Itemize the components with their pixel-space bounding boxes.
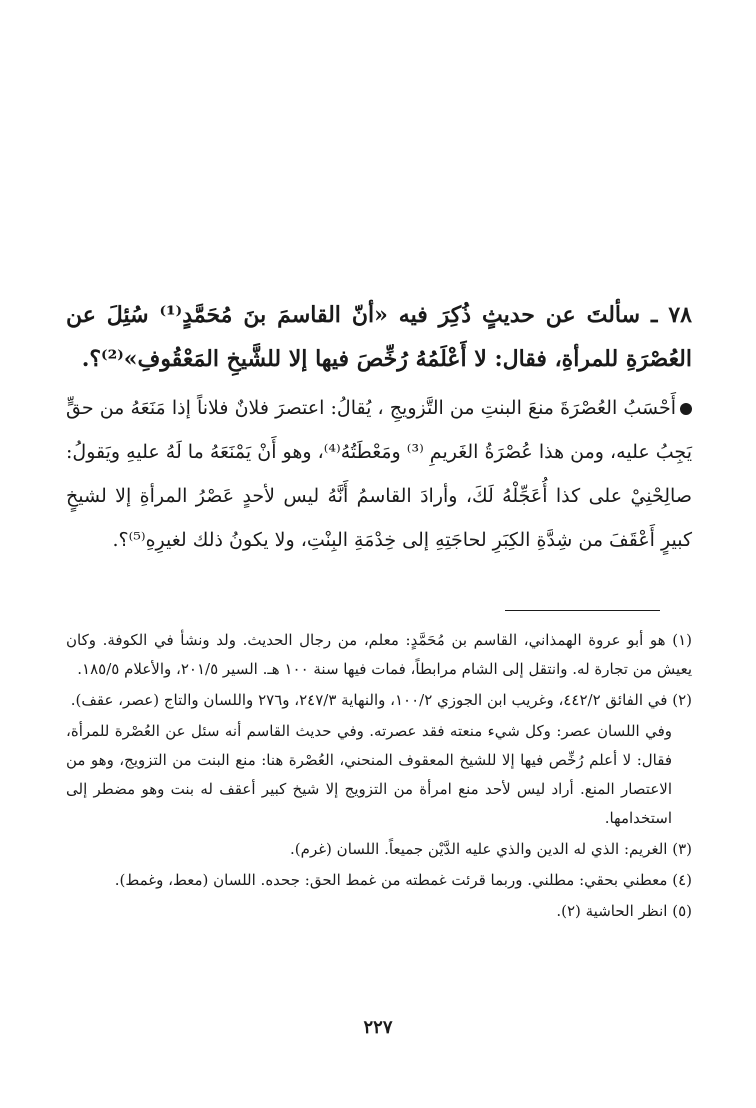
answer-paragraph bbox=[66, 386, 692, 562]
question-paragraph bbox=[66, 293, 692, 381]
bullet-icon bbox=[680, 403, 692, 415]
footnote-3: (٣) الغريم: الذي له الدين والذي عليه الدَّيْن جميعاً. اللسان (غرم). bbox=[290, 840, 692, 858]
footnote-separator bbox=[505, 610, 660, 611]
answer-text: أَحْسَبُ العُصْرَةَ منعَ البنتِ من التَّزويجِ ، يُقالُ: اعتصرَ فلانٌ فلاناً إذا مَنَعَهُ من حقٍّ يَجِبُ عليه، ومن هذا عُصْرَةُ الغَريمِ ⁽³⁾ ومَعْطَتُهُ⁽⁴⁾، وهو أَنْ يَمْنَعَهُ ما لَهُ عليهِ ويَقولُ: صالِحْنِيْ على كذا أُعَجِّلْهُ لَكَ، وأرادَ القاسمُ أَنَّهُ ليس لأحدٍ عَصْرُ المرأةِ إلا لشيخٍ كبيرٍ أَعْقَفَ من شِدَّةِ الكِبَرِ لحاجَتِهِ إلى خِدْمَةِ البِنْتِ، ولا يكونُ ذلك لغيرِهِ⁽⁵⁾؟. bbox=[66, 397, 692, 551]
footnote-4: (٤) معطني بحقي: مطلني. وربما قرئت غمطته من غمط الحق: جحده. اللسان (معط، وغمط). bbox=[114, 871, 692, 889]
footnote-2-continuation: وفي اللسان عصر: وكل شيء منعته فقد عصرته. وفي حديث القاسم أنه سئل عن العُصْرة للمرأة، فقال: لا أعلم رُخِّص فيها إلا للشيخ المعقوف المنحني، العُصْرة هنا: منع البنت من التزويج، وهو من الاعتصار المنع. أراد ليس لأحد منع امرأة من التزويج إلا شيخ كبير أعقف له بنت وهو مضطر إلى استخدامها. bbox=[66, 722, 672, 827]
footnotes bbox=[66, 626, 692, 928]
footnote-5: (٥) انظر الحاشية (٢). bbox=[556, 902, 692, 920]
question-text: ٧٨ ـ سألتَ عن حديثٍ ذُكِرَ فيه «أنّ القاسمَ بنَ مُحَمَّدٍ⁽¹⁾ سُئِلَ عن العُصْرَةِ للمرأةِ، فقال: لا أَعْلَمُهُ رُخِّصَ فيها إلا للشَّيخِ المَعْقُوفِ»⁽²⁾؟. bbox=[66, 302, 692, 372]
footnote-1: (١) هو أبو عروة الهمذاني، القاسم بن مُحَمَّدٍ: معلم، من رجال الحديث. ولد ونشأ في الكوفة. وكان يعيش من تجارة له. وانتقل إلى الشام مرابطاً، فمات فيها سنة ١٠٠ هـ. السير ٢٠١/٥، والأعلام ١٨٥/٥. bbox=[66, 631, 692, 678]
page-number: ٢٢٧ bbox=[363, 1017, 393, 1038]
footnote-2: (٢) في الفائق ٤٤٢/٢، وغريب ابن الجوزي ١٠٠/٢، والنهاية ٢٤٧/٣، و٢٧٦ واللسان والتاج (عصر، عقف). bbox=[70, 691, 692, 709]
